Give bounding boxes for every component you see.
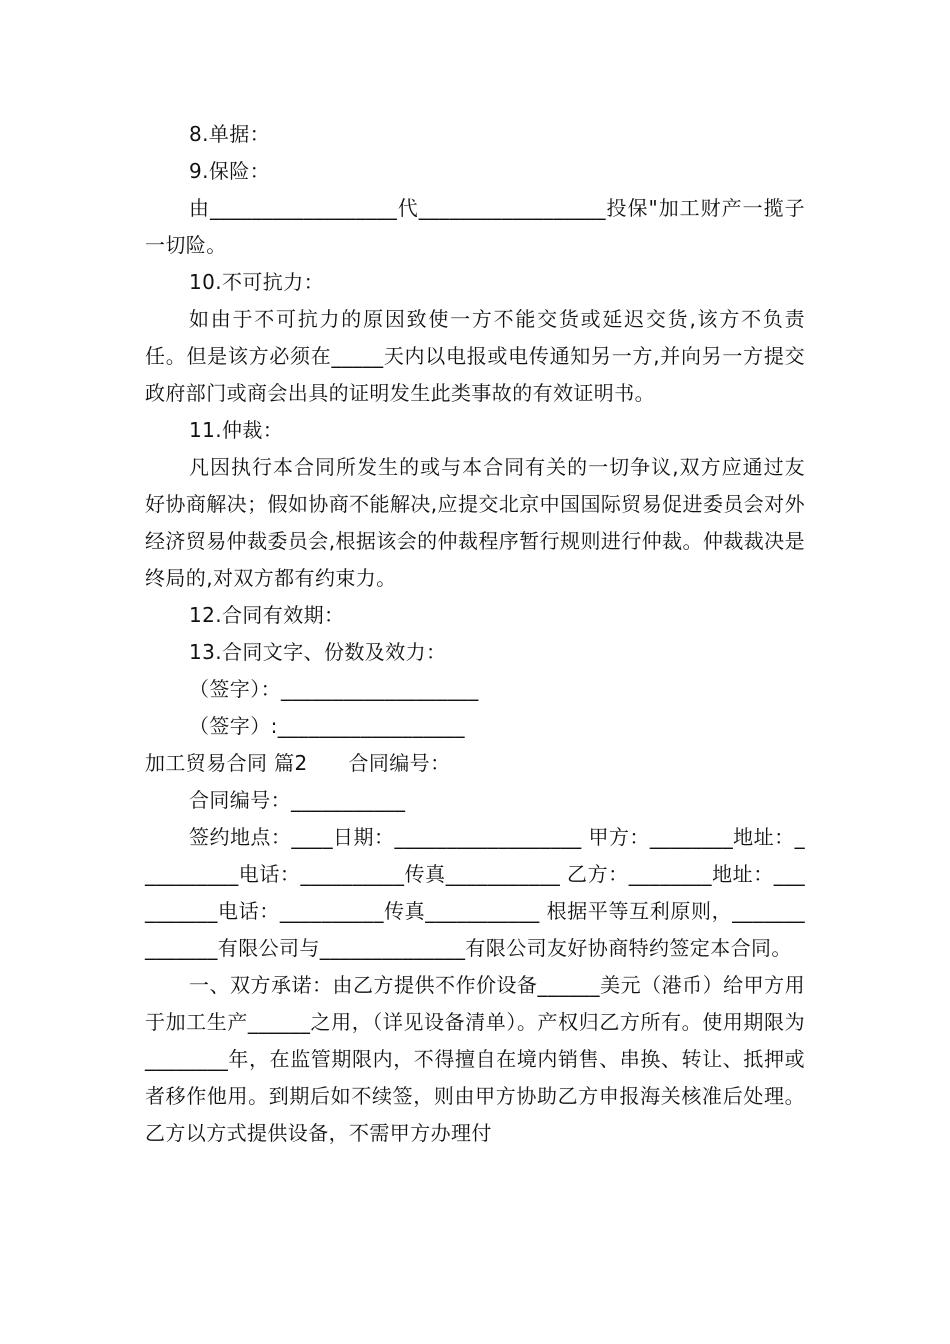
clause-validity-heading: 12.合同有效期： (189, 603, 345, 627)
signature-line-1: （签字）：___________________ (189, 677, 479, 701)
clause-force-majeure-heading: 10.不可抗力： (189, 270, 325, 294)
clause-arbitration-text: 凡因执行本合同所发生的或与本合同有关的一切争议,双方应通过友好协商解决；假如协商不能解决,应提交北京中国国际贸易促进委员会对外经济贸易仲裁委员会,根据该会的仲裁程序暂行规则进行仲裁。仲裁裁决是终局的,对双方都有约束力。 (145, 455, 805, 590)
clause-documents-heading: 8.单据： (189, 122, 271, 146)
clause-insurance-text: 由__________________代__________________投保"加工财产一揽子一切险。 (145, 196, 805, 257)
clause-insurance-heading: 9.保险： (189, 159, 271, 183)
signature-line-2: （签字）:__________________ (189, 714, 465, 738)
contract-2-title: 加工贸易合同 篇2 合同编号： (145, 751, 451, 775)
contract-parties-info: 签约地点：____日期：__________________ 甲方：________地址：__________电话：__________传真___________ 乙方：________地址：__________电话：__________传真___________ 根据平等互利原则，______________有限公司与______________有限公司友好协商特约签定本合同。 (145, 825, 805, 960)
clause-language-heading: 13.合同文字、份数及效力： (189, 640, 447, 664)
clause-mutual-commitment: 一、双方承诺：由乙方提供不作价设备______美元（港币）给甲方用于加工生产______之用，（详见设备清单）。产权归乙方所有。使用期限为________年，在监管期限内，不得擅自在境内销售、串换、转让、抵押或者移作他用。到期后如不续签，则由甲方协助乙方申报海关核准后处理。乙方以方式提供设备，不需甲方办理付 (145, 973, 805, 1145)
document-body (145, 116, 805, 1152)
clause-force-majeure-text: 如由于不可抗力的原因致使一方不能交货或延迟交货,该方不负责任。但是该方必须在_____天内以电报或电传通知另一方,并向另一方提交政府部门或商会出具的证明发生此类事故的有效证明书。 (145, 307, 805, 405)
contract-number-line: 合同编号：___________ (189, 788, 406, 812)
clause-arbitration-heading: 11.仲裁： (189, 418, 284, 442)
